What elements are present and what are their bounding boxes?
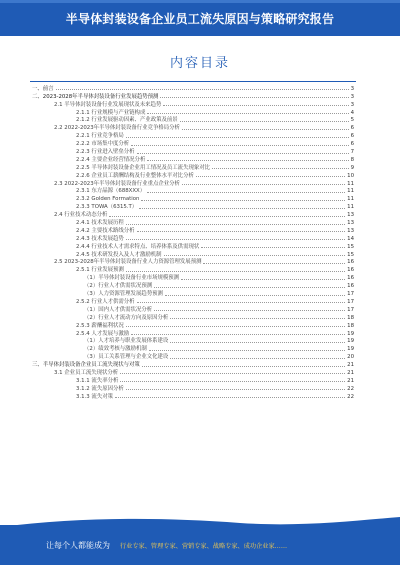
toc-leader-dots	[170, 318, 345, 319]
toc-leader-dots	[126, 239, 345, 240]
toc-leader-dots	[203, 263, 345, 264]
toc-entry-label: 3.1.1 流失率分析	[76, 377, 119, 384]
toc-entry[interactable]	[32, 273, 354, 281]
toc-entry[interactable]	[32, 147, 354, 155]
toc-entry[interactable]	[32, 202, 354, 210]
toc-entry[interactable]	[32, 281, 354, 289]
toc-entry[interactable]	[32, 187, 354, 195]
toc-entry-label: 2.5 2023-2028年半导体封装设备行业人力资源管理发展预测	[54, 259, 202, 266]
toc-entry-label: 2.1 半导体封装设备行业发展现状及未来趋势	[54, 101, 162, 108]
toc-entry-label: 2.4.5 技术研发投入及人才激励机制	[76, 251, 162, 258]
toc-leader-dots	[182, 184, 345, 185]
toc-entry-label: （2）绩效考核与激励机制	[84, 346, 147, 353]
toc-entry-label: 2.3 2022-2023年半导体封装设备行业重点企业分析	[54, 180, 180, 187]
toc-entry[interactable]	[32, 194, 354, 202]
toc-leader-dots	[126, 326, 345, 327]
toc-top-divider	[30, 81, 356, 82]
toc-entry-label: 2.5.3 薪酬福利状况	[76, 322, 124, 329]
toc-leader-dots	[154, 310, 345, 311]
toc-entry-label: （3）员工关系管理与企业文化建设	[84, 354, 169, 361]
toc-leader-dots	[137, 153, 349, 154]
toc-entry-label: 2.2.6 企业员工薪酬结构及行业整体水平对比分析	[76, 172, 194, 179]
toc-entry[interactable]	[32, 297, 354, 305]
toc-entry-page: 17	[347, 306, 354, 313]
toc-entry-page: 15	[347, 251, 354, 258]
toc-entry[interactable]	[32, 313, 354, 321]
toc-leader-dots	[181, 279, 345, 280]
table-of-contents	[32, 84, 354, 400]
header-accent-band	[0, 0, 400, 3]
toc-entry[interactable]	[32, 289, 354, 297]
toc-entry-label: 3.1.3 流失对策	[76, 393, 113, 400]
toc-entry-page: 13	[347, 227, 354, 234]
toc-entry-page: 8	[350, 156, 354, 163]
toc-entry[interactable]	[32, 179, 354, 187]
toc-leader-dots	[164, 255, 346, 256]
toc-entry-label: 2.1.1 行业规模与产业链构成	[76, 109, 146, 116]
toc-entry-label: （1）国内人才供需状况分析	[84, 306, 153, 313]
toc-entry-page: 4	[350, 109, 354, 116]
toc-entry[interactable]	[32, 155, 354, 163]
toc-entry-label: 2.2 2022-2023年半导体封装设备行业竞争格局分析	[54, 125, 180, 132]
toc-leader-dots	[165, 295, 345, 296]
toc-leader-dots	[137, 302, 346, 303]
toc-entry-page: 3	[350, 85, 354, 92]
toc-entry-label: （2）行业人才流动方向及原因分析	[84, 314, 169, 321]
toc-entry[interactable]	[32, 352, 354, 360]
toc-entry-page: 19	[347, 346, 354, 353]
toc-entry-page: 13	[347, 220, 354, 227]
toc-entry[interactable]	[32, 368, 354, 376]
toc-entry-label: 2.2.5 半导体封装设备企业用工情况及员工流失现象对比	[76, 164, 211, 171]
toc-entry[interactable]	[32, 210, 354, 218]
footer-wave-decoration	[0, 515, 400, 527]
toc-entry[interactable]	[32, 100, 354, 108]
toc-entry[interactable]	[32, 131, 354, 139]
toc-entry-page: 19	[347, 338, 354, 345]
toc-leader-dots	[126, 137, 349, 138]
toc-entry-page: 15	[347, 243, 354, 250]
toc-entry-page: 18	[347, 314, 354, 321]
toc-entry-label: 2.5.2 行业人才供需分析	[76, 298, 135, 305]
footer-slogan-right: 行业专家、管理专家、营销专家、战略专家、成功企业家……	[120, 542, 288, 550]
toc-entry[interactable]	[32, 108, 354, 116]
toc-entry-page: 6	[350, 125, 354, 132]
toc-entry[interactable]	[32, 123, 354, 131]
toc-leader-dots	[139, 208, 345, 209]
toc-entry[interactable]	[32, 242, 354, 250]
toc-entry-label: 2.2.4 主要企业经营情况分析	[76, 156, 146, 163]
toc-entry-page: 11	[347, 188, 354, 195]
toc-leader-dots	[120, 381, 345, 382]
toc-entry-label: 2.3.3 TOWA（6315.T）	[76, 204, 138, 211]
toc-entry[interactable]	[32, 171, 354, 179]
toc-entry-label: 一、前言	[32, 85, 54, 92]
toc-entry-label: 2.4.1 技术发展历程	[76, 220, 124, 227]
toc-leader-dots	[56, 89, 349, 90]
toc-entry-label: 2.1.2 行业发展驱动因素、产业政策及前景	[76, 117, 178, 124]
toc-entry-label: （1）人才培养与职业发展体系建设	[84, 338, 169, 345]
toc-entry-page: 9	[350, 164, 354, 171]
toc-entry-label: （1）半导体封装设备行业市场规模预测	[84, 275, 180, 282]
report-title: 半导体封装设备企业员工流失原因与策略研究报告	[65, 11, 335, 26]
toc-leader-dots	[131, 334, 345, 335]
toc-entry-page: 11	[347, 196, 354, 203]
toc-entry-page: 21	[347, 362, 354, 369]
toc-entry-label: 2.4 行业技术动态分析	[54, 212, 108, 219]
toc-entry[interactable]	[32, 392, 354, 400]
toc-leader-dots	[196, 176, 345, 177]
toc-entry-page: 17	[347, 298, 354, 305]
toc-entry[interactable]	[32, 226, 354, 234]
toc-leader-dots	[180, 121, 349, 122]
toc-entry-page: 3	[350, 93, 354, 100]
toc-leader-dots	[120, 373, 345, 374]
toc-entry[interactable]	[32, 344, 354, 352]
toc-leader-dots	[126, 224, 345, 225]
toc-entry-page: 17	[347, 291, 354, 298]
toc-entry-label: 2.2.2 市场集中度分析	[76, 141, 130, 148]
toc-entry-page: 13	[347, 212, 354, 219]
toc-entry-page: 11	[347, 180, 354, 187]
toc-entry-page: 10	[347, 172, 354, 179]
toc-entry-page: 22	[347, 385, 354, 392]
toc-leader-dots	[149, 350, 345, 351]
toc-entry-page: 14	[347, 235, 354, 242]
toc-entry[interactable]	[32, 163, 354, 171]
toc-entry-label: 二、2023-2028年半导体封装设备行业发展趋势预测	[32, 93, 159, 100]
toc-entry[interactable]	[32, 92, 354, 100]
toc-entry-page: 16	[347, 275, 354, 282]
toc-entry[interactable]	[32, 84, 354, 92]
toc-entry-page: 19	[347, 330, 354, 337]
toc-entry-label: 3.1.2 流失原因分析	[76, 385, 124, 392]
toc-entry-label: 2.4.3 技术发展趋势	[76, 235, 124, 242]
toc-entry[interactable]	[32, 376, 354, 384]
toc-heading: 内容目录	[169, 56, 230, 71]
toc-entry-label: 2.2.3 行业进入壁垒分析	[76, 149, 135, 156]
toc-leader-dots	[160, 97, 348, 98]
toc-entry-page: 16	[347, 283, 354, 290]
toc-leader-dots	[163, 105, 348, 106]
toc-entry[interactable]	[32, 337, 354, 345]
toc-entry[interactable]	[32, 305, 354, 313]
toc-entry[interactable]	[32, 360, 354, 368]
toc-entry[interactable]	[32, 234, 354, 242]
toc-leader-dots	[147, 113, 348, 114]
toc-leader-dots	[137, 231, 346, 232]
toc-entry-page: 20	[347, 354, 354, 361]
toc-leader-dots	[170, 358, 345, 359]
toc-entry-label: 2.3.2 Golden Formation	[76, 196, 140, 203]
toc-entry[interactable]	[32, 139, 354, 147]
toc-leader-dots	[109, 216, 345, 217]
toc-leader-dots	[141, 200, 345, 201]
toc-leader-dots	[212, 168, 349, 169]
toc-leader-dots	[115, 397, 345, 398]
toc-leader-dots	[142, 366, 345, 367]
toc-entry-label: 3.1 企业员工流失现状分析	[54, 369, 119, 376]
toc-leader-dots	[182, 129, 349, 130]
toc-entry-label: 2.4.2 主要技术路线分析	[76, 227, 135, 234]
toc-entry[interactable]	[32, 258, 354, 266]
report-header	[0, 0, 400, 36]
report-footer	[0, 525, 400, 565]
toc-entry-label: 2.5.1 行业发展预测	[76, 267, 124, 274]
toc-entry-label: （3）人力资源管理发展趋势预测	[84, 291, 163, 298]
toc-entry[interactable]	[32, 116, 354, 124]
toc-entry[interactable]	[32, 218, 354, 226]
toc-entry[interactable]	[32, 250, 354, 258]
toc-leader-dots	[154, 287, 345, 288]
toc-leader-dots	[147, 192, 345, 193]
toc-entry-page: 21	[347, 369, 354, 376]
toc-entry-page: 21	[347, 377, 354, 384]
toc-leader-dots	[147, 160, 348, 161]
toc-leader-dots	[201, 247, 345, 248]
toc-entry[interactable]	[32, 265, 354, 273]
toc-entry-page: 16	[347, 267, 354, 274]
toc-entry[interactable]	[32, 329, 354, 337]
toc-entry-page: 6	[350, 141, 354, 148]
toc-entry-page: 11	[347, 204, 354, 211]
toc-entry-label: 2.2.1 行业竞争格局	[76, 133, 124, 140]
toc-entry-label: 2.5.4 人才发展与激励	[76, 330, 130, 337]
toc-entry-page: 3	[350, 101, 354, 108]
footer-slogan-left: 让每个人都能成为	[46, 540, 110, 550]
toc-leader-dots	[126, 271, 345, 272]
toc-leader-dots	[131, 145, 348, 146]
toc-entry[interactable]	[32, 384, 354, 392]
toc-entry-page: 18	[347, 322, 354, 329]
toc-entry-page: 16	[347, 259, 354, 266]
toc-entry-page: 6	[350, 133, 354, 140]
toc-entry-label: 2.3.1 东方晶源（688XXX）	[76, 188, 146, 195]
toc-entry-page: 7	[350, 149, 354, 156]
toc-entry-label: 三、半导体封装设备企业员工流失现状与对策	[32, 362, 140, 369]
toc-entry[interactable]	[32, 321, 354, 329]
toc-leader-dots	[126, 389, 345, 390]
toc-entry-label: （2）行业人才供需状况预测	[84, 283, 153, 290]
toc-entry-page: 22	[347, 393, 354, 400]
toc-leader-dots	[170, 342, 345, 343]
toc-entry-label: 2.4.4 行业技术人才需求特点、培养体系及供需现状	[76, 243, 200, 250]
toc-entry-page: 5	[350, 117, 354, 124]
